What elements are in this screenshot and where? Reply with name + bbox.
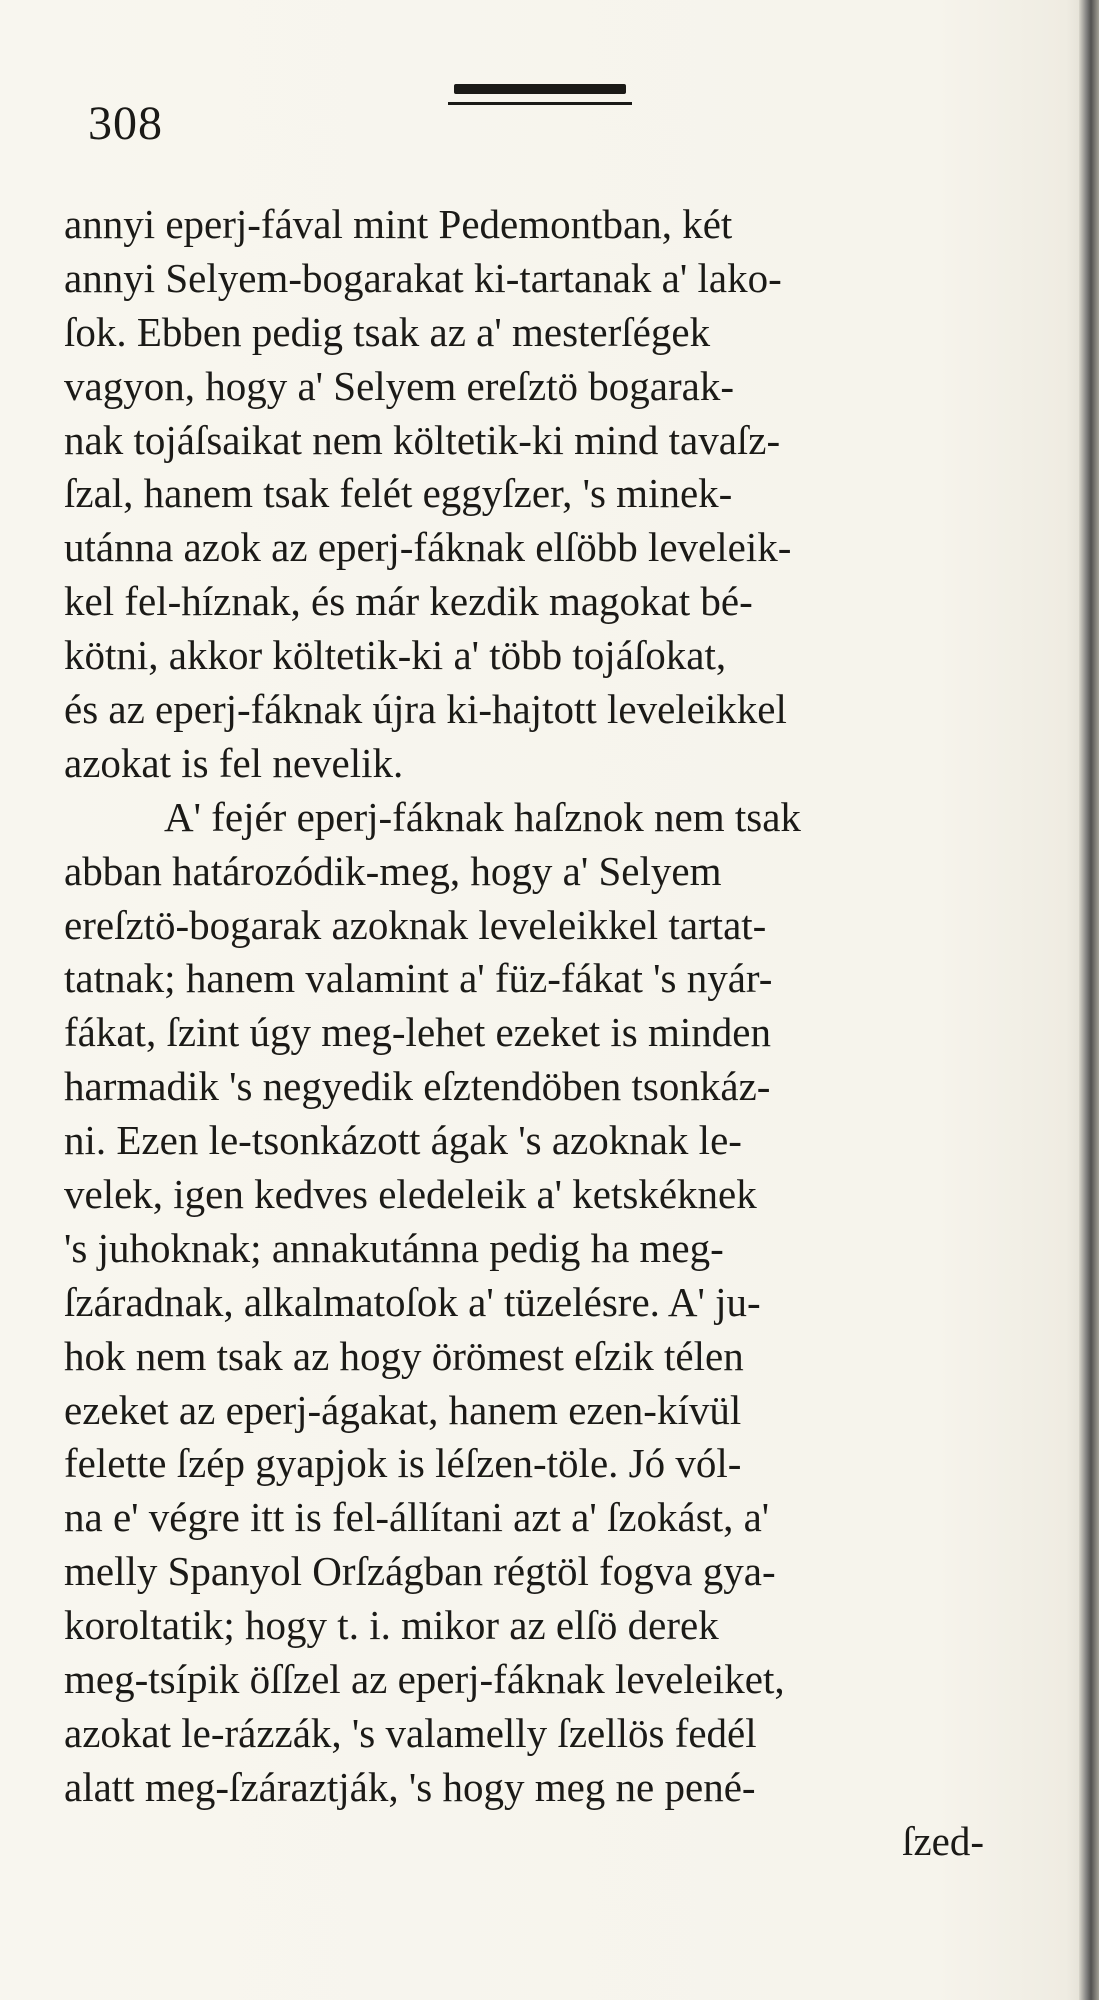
paragraph-start-line: A' fejér eperj-fáknak haſznok nem tsak <box>164 793 801 840</box>
text-line: koroltatik; hogy t. i. mikor az elſö derek <box>64 1602 719 1649</box>
text-line: azokat is fel nevelik. <box>64 739 404 786</box>
text-line: tatnak; hanem valamint a' füz-fákat 's nyár- <box>64 955 773 1002</box>
text-line: annyi eperj-fával mint Pedemontban, két <box>64 201 733 247</box>
text-line: velek, igen kedves eledeleik a' ketskéknek <box>64 1171 757 1218</box>
text-line: annyi Selyem-bogarakat ki-tartanak a' lako- <box>64 254 782 301</box>
header-rule-thin <box>448 102 632 105</box>
text-line: fákat, ſzint úgy meg-lehet ezeket is minden <box>64 1009 771 1056</box>
text-line: ni. Ezen le-tsonkázott ágak 's azoknak le- <box>64 1117 742 1164</box>
text-line: 's juhoknak; annakutánna pedig ha meg- <box>64 1224 724 1271</box>
text-line: felette ſzép gyapjok is léſzen-töle. Jó vól- <box>64 1440 742 1487</box>
text-line: nak tojáſsaikat nem költetik-ki mind tavaſz- <box>64 416 781 463</box>
text-line: abban határozódik-meg, hogy a' Selyem <box>64 847 722 894</box>
body-text <box>64 198 1014 1869</box>
text-line: ſzal, hanem tsak felét eggyſzer, 's minek- <box>64 470 733 517</box>
text-line: ſok. Ebben pedig tsak az a' mesterſégek <box>64 308 711 355</box>
header-rule-ornament <box>448 84 632 114</box>
page-binding-edge <box>1079 0 1099 2000</box>
text-line: na e' végre itt is fel-állítani azt a' ſzokást, a' <box>64 1494 770 1541</box>
text-line: meg-tsípik öſſzel az eperj-fáknak leveleiket, <box>64 1656 785 1703</box>
text-line: kötni, akkor költetik-ki a' több tojáſokat, <box>64 632 727 679</box>
text-line: és az eperj-fáknak újra ki-hajtott leveleikkel <box>64 686 787 733</box>
text-line: ezeket az eperj-ágakat, hanem ezen-kívül <box>64 1386 742 1433</box>
text-line: ſzáradnak, alkalmatoſok a' tüzelésre. A' ju- <box>64 1278 761 1325</box>
text-line: ereſztö-bogarak azoknak leveleikkel tartat- <box>64 901 767 948</box>
text-line: hok nem tsak az hogy örömest eſzik télen <box>64 1332 744 1379</box>
text-line: vagyon, hogy a' Selyem ereſztö bogarak- <box>64 362 734 409</box>
text-line: alatt meg-ſzáraztják, 's hogy meg ne pené- <box>64 1763 756 1810</box>
text-line: harmadik 's negyedik eſztendöben tsonkáz- <box>64 1063 771 1110</box>
text-line: utánna azok az eperj-fáknak elſöbb leveleik- <box>64 524 792 571</box>
text-line: azokat le-rázzák, 's valamelly ſzellös fedél <box>64 1709 757 1756</box>
page-number: 308 <box>88 97 163 150</box>
text-line: kel fel-híznak, és már kezdik magokat bé- <box>64 578 753 625</box>
catchword: ſzed- <box>902 1817 984 1864</box>
text-line: melly Spanyol Orſzágban régtöl fogva gya- <box>64 1548 776 1595</box>
header-rule-thick <box>454 84 626 94</box>
